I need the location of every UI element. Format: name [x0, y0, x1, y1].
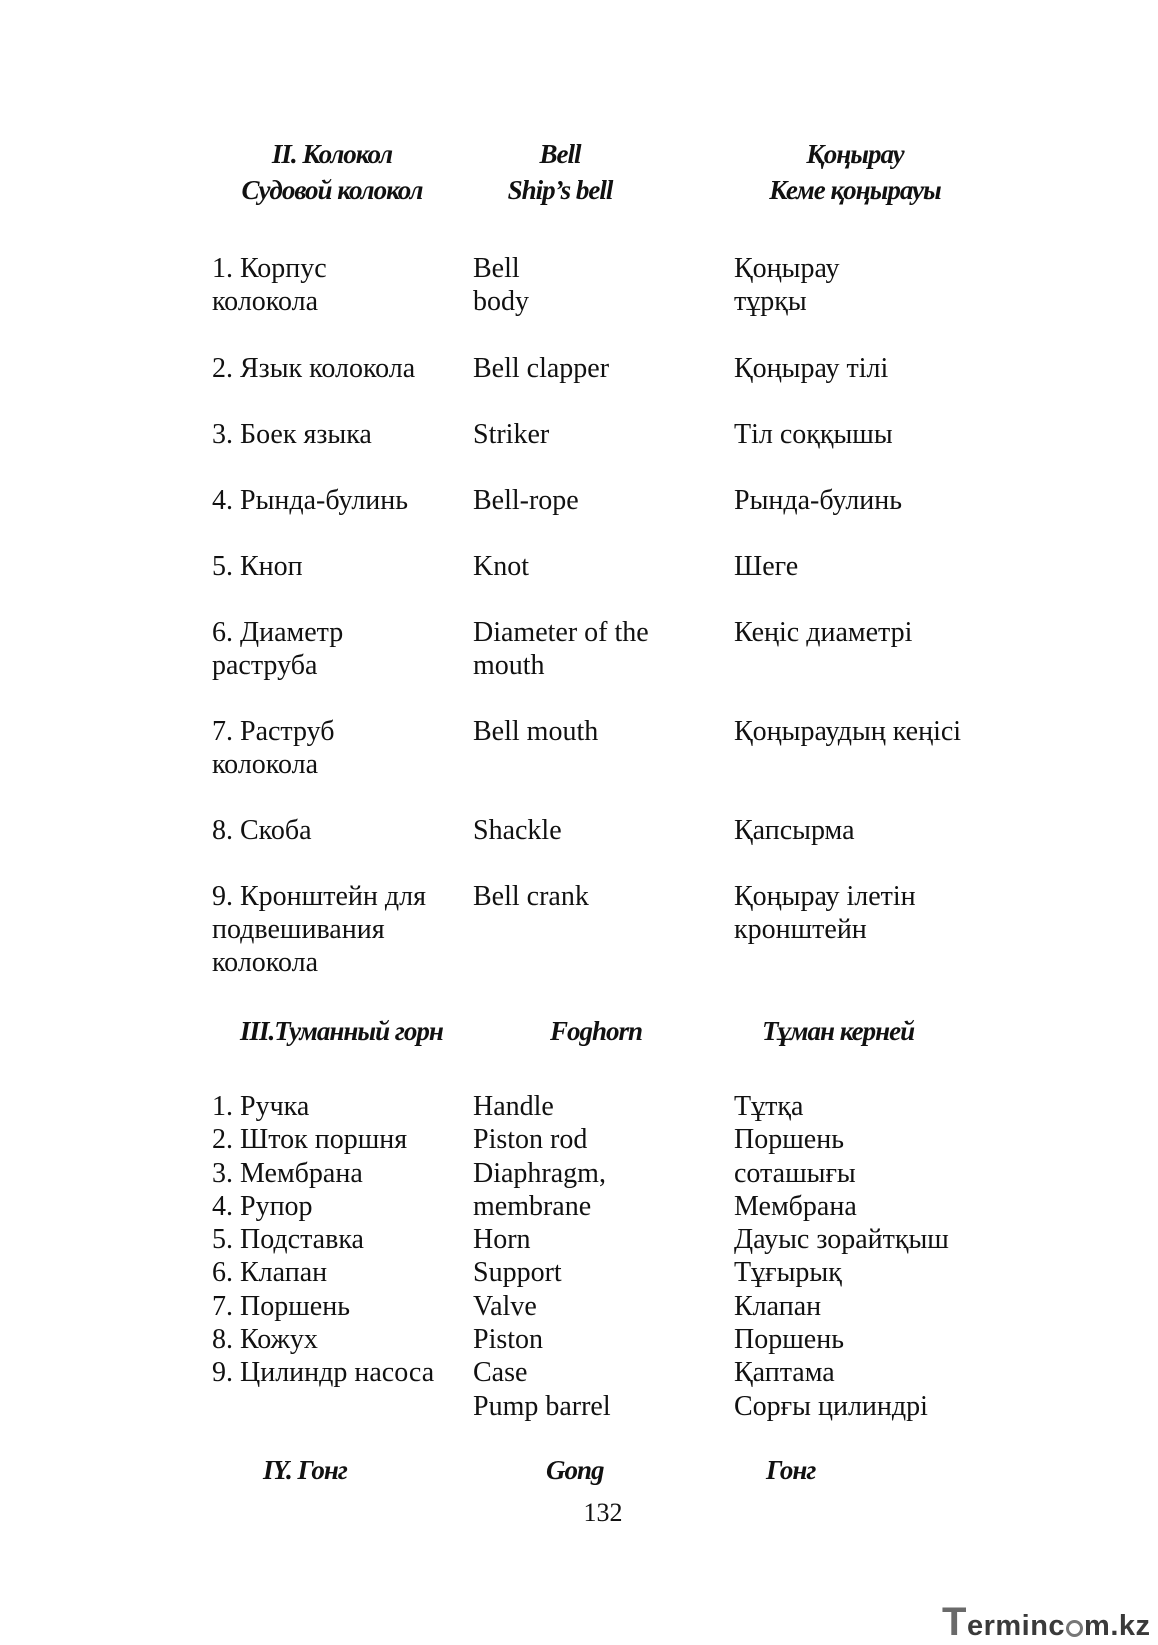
term-ru — [212, 352, 415, 385]
term-kz — [734, 814, 855, 847]
term-ru-line: 6. Диаметр — [212, 617, 344, 648]
term-ru — [212, 715, 335, 781]
term-ru: 1. Ручка — [212, 1091, 310, 1122]
term-en-line: Knot — [473, 551, 529, 582]
term-kz-line: тұрқы — [734, 286, 807, 317]
term-ru-line: подвешивания — [212, 914, 385, 945]
term-kz: Сорғы цилиндрі — [734, 1390, 928, 1422]
term-en-line: Bell mouth — [473, 716, 599, 747]
term-kz-line: кронштейн — [734, 914, 867, 945]
section3-column-ru — [212, 1090, 434, 1390]
term-kz-line: Қоңыраудың кеңісі — [734, 716, 962, 747]
term-en-line: Bell — [473, 253, 520, 284]
section3-column-en — [473, 1090, 611, 1423]
term-kz: Тұтқа — [734, 1091, 804, 1122]
term-ru-line: 7. Раструб — [212, 716, 335, 747]
term-en: Piston — [473, 1324, 544, 1356]
term-kz-line: Қапсырма — [734, 815, 855, 846]
section2-header-kz — [735, 136, 975, 208]
section4-title-ru: IY. Гонг — [263, 1455, 347, 1485]
term-kz — [734, 550, 798, 583]
term-ru: 8. Кожух — [212, 1324, 318, 1356]
term-ru — [212, 880, 426, 979]
term-ru-line: 1. Корпус — [212, 253, 327, 284]
term-kz — [734, 715, 961, 748]
term-ru: 2. Шток поршня — [212, 1124, 408, 1156]
section2-subtitle-ru: Судовой колокол — [241, 175, 423, 205]
term-ru — [212, 252, 327, 318]
term-kz-line: Қоңырау тілі — [734, 353, 889, 384]
term-en — [473, 715, 598, 748]
term-en: Case — [473, 1357, 528, 1389]
term-en — [473, 550, 529, 583]
term-en — [473, 616, 649, 682]
term-en — [473, 880, 589, 913]
term-ru — [212, 418, 372, 451]
term-ru-line: 9. Кронштейн для — [212, 881, 426, 912]
term-kz-line: Кеңіс диаметрі — [734, 617, 913, 648]
termincom-logo — [942, 1600, 1151, 1645]
logo-initial: T — [942, 1600, 967, 1644]
section2-header-ru — [212, 136, 452, 208]
term-ru — [212, 550, 303, 583]
term-en-line: Striker — [473, 419, 550, 450]
term-en-line: mouth — [473, 650, 545, 681]
term-ru-line: колокола — [212, 286, 318, 317]
term-en — [473, 352, 609, 385]
section4-title-en: Gong — [546, 1455, 604, 1485]
term-kz-line: Қоңырау — [734, 253, 840, 284]
term-en-line: body — [473, 286, 529, 317]
term-en: Horn — [473, 1224, 531, 1256]
logo-text-part2: m.kz — [1084, 1610, 1151, 1642]
term-en: Diaphragm, — [473, 1157, 606, 1189]
term-kz: Поршень — [734, 1124, 844, 1156]
term-ru-line: раструба — [212, 650, 318, 681]
section2-title-ru: II. Колокол — [271, 139, 393, 169]
term-ru-line: 3. Боек языка — [212, 419, 372, 450]
term-en: Piston rod — [473, 1124, 588, 1156]
section2-header-en — [460, 136, 660, 208]
term-kz: Клапан — [734, 1290, 822, 1322]
term-kz — [734, 484, 902, 517]
term-kz-line: Рында-булинь — [734, 485, 903, 516]
section3-title-kz: Тұман керней — [762, 1016, 915, 1046]
logo-text-part1: erminc — [966, 1610, 1066, 1642]
term-ru: 4. Рупор — [212, 1190, 313, 1222]
term-en-line: Bell crank — [473, 881, 589, 912]
term-kz: Мембрана — [734, 1190, 857, 1222]
page-number: 132 — [583, 1498, 623, 1527]
term-ru-line: 5. Кноп — [212, 551, 303, 582]
term-kz — [734, 418, 893, 451]
term-kz: Қаптама — [734, 1357, 835, 1389]
term-ru: 3. Мембрана — [212, 1157, 363, 1189]
term-en — [473, 418, 549, 451]
term-ru-line: колокола — [212, 947, 318, 978]
term-ru: 7. Поршень — [212, 1290, 350, 1322]
term-en: Valve — [473, 1290, 537, 1322]
term-kz: Дауыс зорайтқыш — [734, 1224, 949, 1256]
term-en-line: Diameter of the — [473, 617, 649, 648]
term-en — [473, 484, 579, 517]
term-en-line: Bell clapper — [473, 353, 610, 384]
term-en-line: Shackle — [473, 815, 562, 846]
term-ru — [212, 814, 312, 847]
section2-title-kz: Қоңырау — [806, 139, 904, 169]
term-ru-line: колокола — [212, 749, 318, 780]
term-kz-line: Қоңырау ілетін — [734, 881, 916, 912]
term-ru-line: 8. Скоба — [212, 815, 312, 846]
term-en — [473, 814, 562, 847]
section2-title-en: Bell — [539, 139, 581, 169]
section2-subtitle-kz: Кеме қоңырауы — [769, 175, 941, 205]
term-en: membrane — [473, 1190, 592, 1222]
term-kz-line: Тіл соққышы — [734, 419, 893, 450]
term-en: Pump barrel — [473, 1390, 611, 1422]
term-ru: 6. Клапан — [212, 1257, 328, 1289]
term-kz — [734, 616, 912, 649]
section3-column-kz — [734, 1090, 949, 1423]
section2-subtitle-en: Ship’s bell — [507, 175, 613, 205]
term-kz — [734, 252, 839, 318]
term-kz — [734, 880, 916, 946]
term-kz-line: Шеге — [734, 551, 799, 582]
term-kz: соташығы — [734, 1157, 856, 1189]
term-en — [473, 252, 529, 318]
term-ru — [212, 484, 408, 517]
term-ru: 5. Подставка — [212, 1224, 364, 1256]
section4-title-kz: Гонг — [766, 1455, 816, 1485]
term-en-line: Bell-rope — [473, 485, 579, 516]
term-kz — [734, 352, 888, 385]
term-en: Handle — [473, 1091, 554, 1122]
term-ru: 9. Цилиндр насоса — [212, 1357, 435, 1389]
term-en: Support — [473, 1257, 562, 1289]
term-ru-line: 2. Язык колокола — [212, 353, 416, 384]
term-ru — [212, 616, 343, 682]
term-ru-line: 4. Рында-булинь — [212, 485, 409, 516]
term-kz: Тұғырық — [734, 1257, 842, 1289]
magnifier-icon — [1066, 1620, 1083, 1637]
section3-title-en: Foghorn — [550, 1016, 643, 1046]
term-kz: Поршень — [734, 1324, 844, 1356]
section3-title-ru: III.Туманный горн — [240, 1016, 443, 1046]
